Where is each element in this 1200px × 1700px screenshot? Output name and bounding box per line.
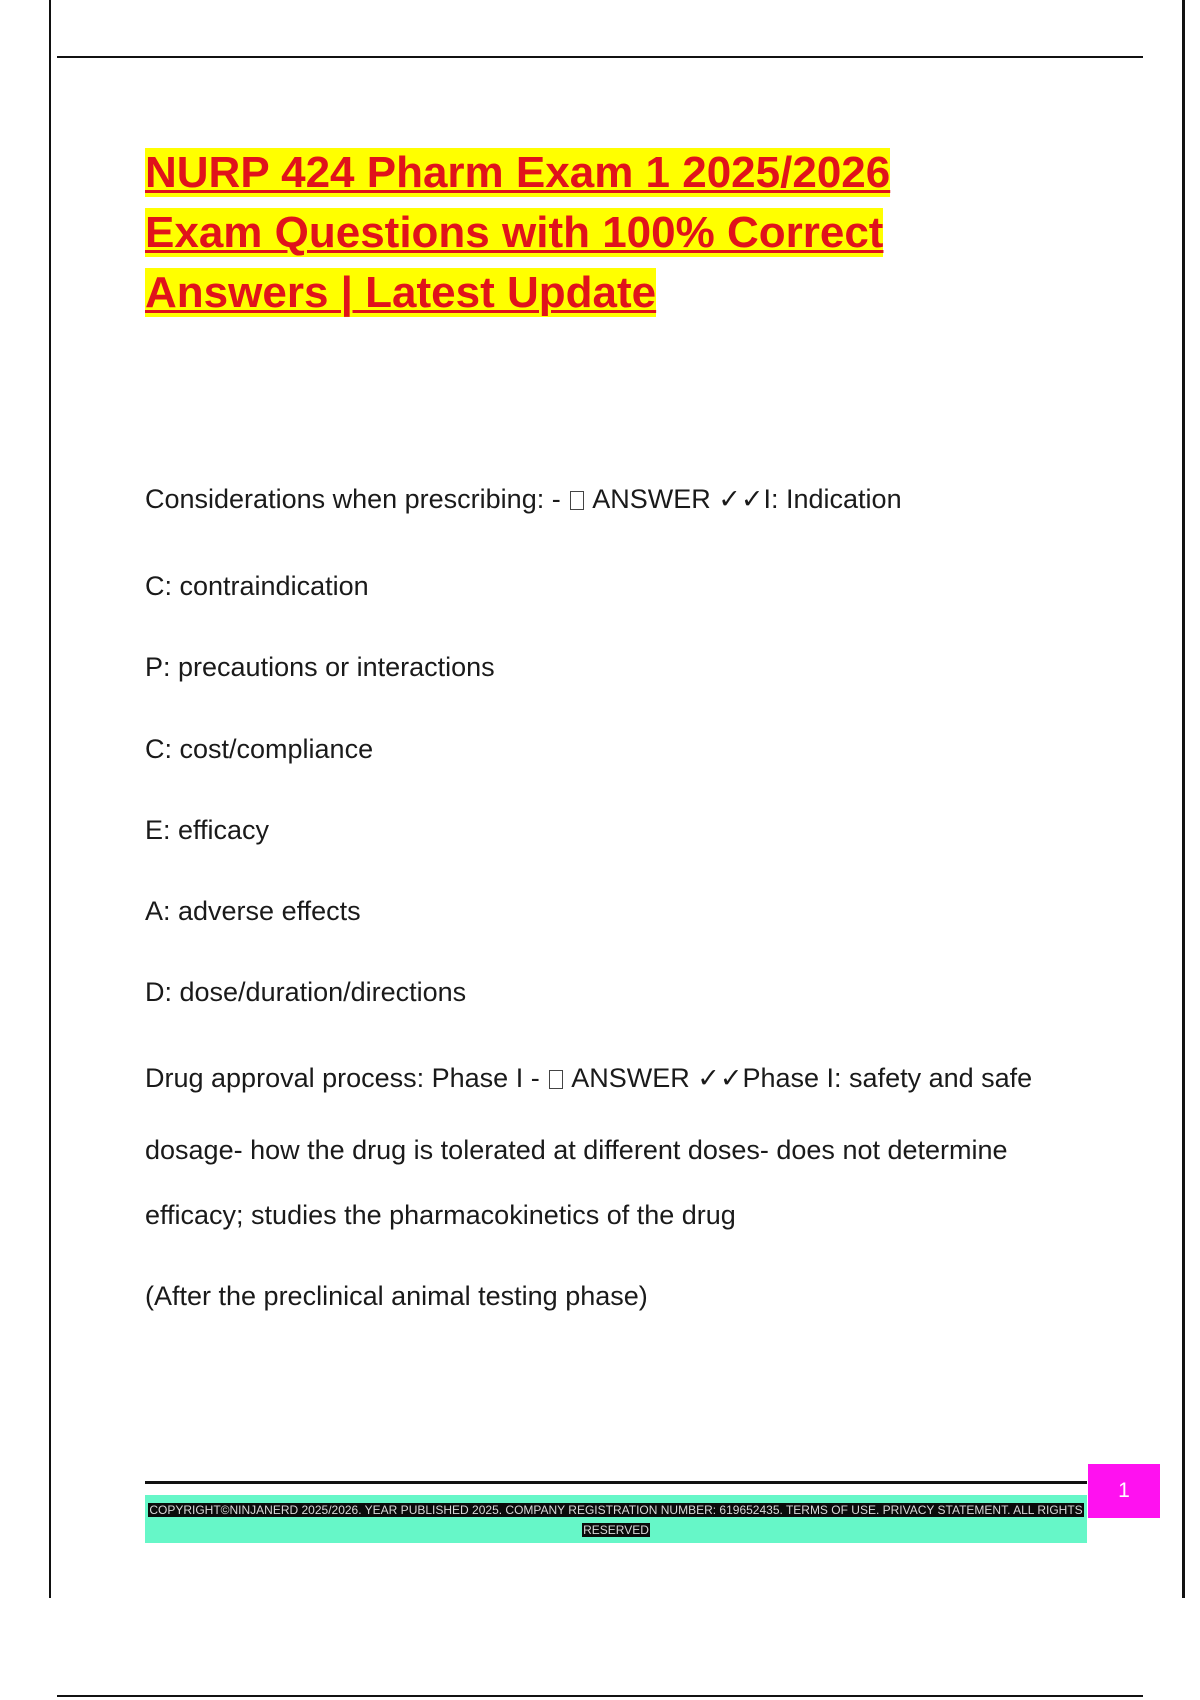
question-2-text: Drug approval process: Phase I - [145, 1063, 548, 1093]
answer-item: C: contraindication [145, 571, 369, 601]
page-number-badge: 1 [1088, 1464, 1160, 1518]
answer-item: C: cost/compliance [145, 734, 374, 764]
answer-marker: ANSWER ✓✓ [592, 484, 764, 514]
document-title [145, 143, 1005, 323]
next-page-rule [57, 1695, 1143, 1697]
footer-rule [145, 1481, 1087, 1484]
answer-item: E: efficacy [145, 815, 270, 845]
page-border-right [1182, 0, 1185, 1598]
title-line-2: Exam Questions with 100% Correct [145, 208, 884, 257]
question-1-text: Considerations when prescribing: - [145, 484, 569, 514]
answer-1-first-line: I: Indication [763, 484, 902, 514]
question-2 [145, 1062, 1032, 1094]
copyright-notice: COPYRIGHT©NINJANERD 2025/2026. YEAR PUBLISHED 2025. COMPANY REGISTRATION NUMBER: 619652435. TERMS OF USE. PRIVACY STATEMENT. ALL RIGHTS RESERVED [149, 1503, 1083, 1537]
answer-marker: ANSWER ✓✓ [571, 1063, 743, 1093]
title-line-3: Answers | Latest Update [145, 268, 657, 317]
answer-item: P: precautions or interactions [145, 652, 495, 682]
footer-band [145, 1495, 1087, 1543]
header-rule [57, 56, 1143, 58]
answer-2-first-line: Phase I: safety and safe [742, 1063, 1033, 1093]
answer-2-continuation: efficacy; studies the pharmacokinetics of the drug [145, 1200, 736, 1230]
answer-2-continuation: dosage- how the drug is tolerated at different doses- does not determine [145, 1135, 1008, 1165]
answer-item: A: adverse effects [145, 896, 361, 926]
missing-glyph-icon [549, 1070, 563, 1089]
question-1 [145, 483, 902, 515]
answer-2-note: (After the preclinical animal testing phase) [145, 1281, 648, 1311]
title-line-1: NURP 424 Pharm Exam 1 2025/2026 [145, 148, 891, 197]
page-border-left [49, 0, 51, 1598]
missing-glyph-icon [570, 491, 584, 510]
answer-item: D: dose/duration/directions [145, 977, 467, 1007]
